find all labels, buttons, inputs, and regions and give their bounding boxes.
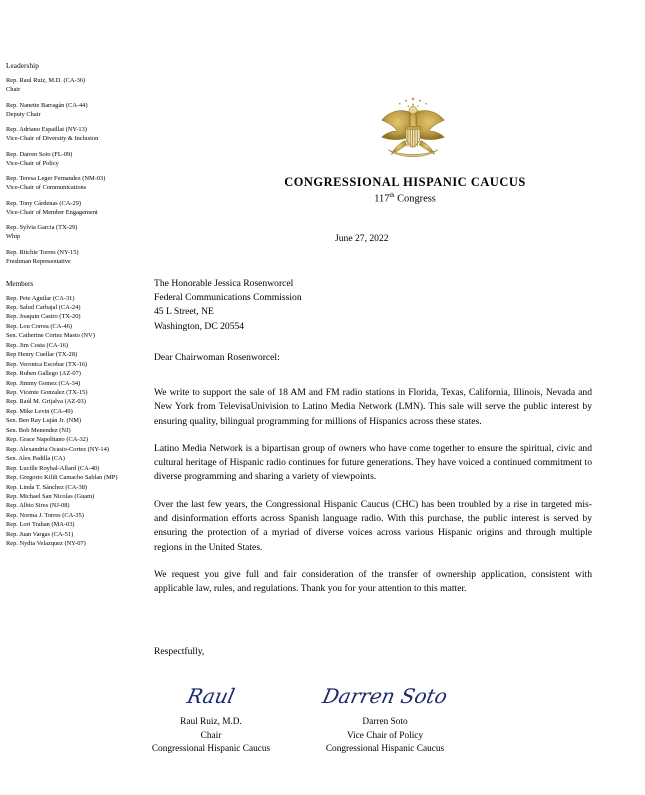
member-role: Vice-Chair of Communications <box>6 184 87 191</box>
list-item: Rep. Norma J. Torres (CA-35) <box>6 511 84 519</box>
signatory-role: Vice Chair of Policy <box>346 730 424 741</box>
list-item: Rep. Juan Vargas (CA-51) <box>6 530 74 538</box>
signatory-org: Congressional Hispanic Caucus <box>325 744 445 754</box>
paragraph: We write to support the sale of 18 AM and FM radio stations in Florida, Texas, California, Illinois, Nevada and New York from TelevisaUnivision to Latino Media Network (LMN). This sale will serve the public interest by ensuring quality, bilingual programming for millions of Hispanics across these states. <box>154 387 592 427</box>
member-role: Whip <box>6 233 21 240</box>
leadership-entry <box>6 125 154 143</box>
salutation: Dear Chairwoman Rosenworcel: <box>154 352 280 363</box>
member-role: Vice-Chair of Policy <box>6 159 59 167</box>
list-item: Rep. Alexandria Ocasio-Cortez (NY-14) <box>6 445 109 453</box>
member-name: Rep. Nanette Barragán (CA-44) <box>6 101 88 109</box>
list-item: Rep. Jim Costa (CA-16) <box>6 341 69 349</box>
list-item: Rep. Michael San Nicolas (Guam) <box>6 493 95 501</box>
list-item: Rep. Linda T. Sánchez (CA-38) <box>6 483 88 491</box>
list-item: Sen. Alex Padilla (CA) <box>6 455 65 463</box>
list-item: Sen. Ben Ray Luján Jr. (NM) <box>6 417 82 425</box>
addressee-line: Federal Communications Commission <box>154 292 302 304</box>
addressee-line: The Honorable Jessica Rosenworcel <box>154 278 294 289</box>
leadership-entry <box>6 174 154 192</box>
closing: Respectfully, <box>154 646 205 657</box>
leadership-entry <box>6 150 154 168</box>
paragraph: Latino Media Network is a bipartisan group of owners who have come together to ensure the spiritual, civic and cultural heritage of Hispanic radio continues for future generations. They have voiced a continued commitment to diverse programming and sharing a variety of viewpoints. <box>154 442 592 483</box>
addressee-line: Washington, DC 20554 <box>154 320 245 332</box>
member-name: Rep. Ritchie Torres (NY-15) <box>6 248 79 256</box>
list-item: Rep. Pete Aguilar (CA-31) <box>6 294 75 302</box>
list-item: Rep. Lori Trahan (MA-03) <box>6 521 75 529</box>
signature-block-vice-chair <box>300 676 470 757</box>
member-name: Rep. Raul Ruiz, M.D. (CA-36) <box>6 77 86 84</box>
member-name: Rep. Adriano Espaillat (NY-13) <box>6 126 87 133</box>
leadership-entry <box>6 248 154 266</box>
signature-image: Darren Soto <box>320 684 450 708</box>
paragraph: We request you give full and fair consideration of the transfer of ownership application, consistent with applicable law, rules, and regulations. Thank you for your attention to this matter. <box>154 568 592 595</box>
congress-label: Congress <box>394 193 436 205</box>
leadership-entry <box>6 76 154 94</box>
member-name: Rep. Tony Cárdenas (CA-29) <box>6 199 82 207</box>
list-item: Rep. Albio Sires (NJ-08) <box>6 502 70 510</box>
list-item: Rep. Ruben Gallego (AZ-07) <box>6 370 81 378</box>
member-role: Freshman Representative <box>6 257 71 265</box>
paragraph: Over the last few years, the Congressional Hispanic Caucus (CHC) has been troubled by a rise in targeted mis- and disinformation efforts across Spanish language radio. With this purchase, the public interest is served by ensuring the protection of a myriad of diverse voices across various Hispanic origins and through multiple regions in the United States. <box>154 498 592 553</box>
list-item: Rep. Grace Napolitano (CA-32) <box>6 436 88 444</box>
signatory-role: Chair <box>200 730 222 741</box>
members-heading: Members <box>6 279 34 288</box>
addressee-line: 45 L Street, NE <box>154 306 214 318</box>
list-item: Sen. Bob Menendez (NJ) <box>6 426 71 434</box>
eagle-seal-icon <box>374 92 452 170</box>
addressee-block <box>154 277 302 334</box>
member-name: Rep. Teresa Leger Fernandez (NM-03) <box>6 175 106 182</box>
letter-date: June 27, 2022 <box>335 233 389 244</box>
congress-ordinal: th <box>389 192 395 199</box>
list-item: Rep. Jimmy Gomez (CA-34) <box>6 379 81 387</box>
list-item: Rep. Mike Levin (CA-49) <box>6 407 73 415</box>
letter-body <box>154 386 592 610</box>
leadership-entry <box>6 223 154 241</box>
member-role: Chair <box>6 86 21 93</box>
list-item: Rep. Joaquin Castro (TX-20) <box>6 313 81 321</box>
signatory-name: Raul Ruiz, M.D. <box>180 717 242 727</box>
organization-title: CONGRESSIONAL HISPANIC CAUCUS <box>284 175 526 189</box>
leadership-heading: Leadership <box>6 62 39 70</box>
list-item: Rep. Salud Carbajal (CA-24) <box>6 303 81 311</box>
member-role: Vice-Chair of Diversity & Inclusion <box>6 135 99 142</box>
member-role: Deputy Chair <box>6 110 41 118</box>
list-item: Sen. Catherine Cortez Masto (NV) <box>6 332 95 340</box>
leadership-entry <box>6 199 154 217</box>
list-item: Rep. Veronica Escobar (TX-16) <box>6 360 88 368</box>
signatory-name: Darren Soto <box>362 717 408 727</box>
list-item: Rep. Vicente Gonzalez (TX-15) <box>6 389 88 397</box>
member-role: Vice-Chair of Member Engagement <box>6 208 98 216</box>
signature-image: Raul <box>185 684 237 708</box>
member-name: Rep. Darren Soto (FL-09) <box>6 150 73 158</box>
list-item: Rep Henry Cuellar (TX-28) <box>6 351 78 359</box>
list-item: Rep. Nydia Velazquez (NY-07) <box>6 540 86 548</box>
list-item: Rep. Gregorio Kilili Camacho Sablan (MP) <box>6 474 118 482</box>
leadership-entry <box>6 101 154 119</box>
list-item: Rep. Lou Correa (CA-46) <box>6 322 73 330</box>
sidebar <box>6 62 154 549</box>
signature-block-chair <box>126 676 296 757</box>
congress-subtitle <box>170 192 640 204</box>
member-name: Rep. Sylvia Garcia (TX-29) <box>6 224 78 231</box>
signatory-org: Congressional Hispanic Caucus <box>151 744 271 754</box>
list-item: Rep. Raúl M. Grijalva (AZ-03) <box>6 398 86 406</box>
list-item: Rep. Lucille Roybal-Allard (CA-40) <box>6 464 100 472</box>
congress-number: 117 <box>374 193 390 205</box>
